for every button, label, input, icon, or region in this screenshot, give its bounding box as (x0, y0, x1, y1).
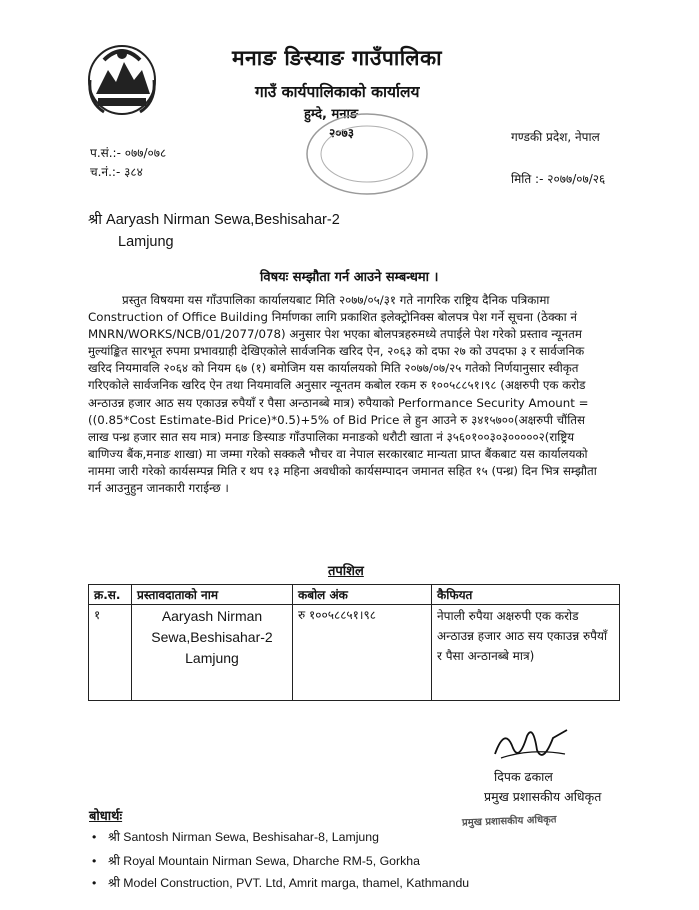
letter-body (88, 292, 600, 497)
signatory-title: प्रमुख प्रशासकीय अधिकृत (484, 789, 602, 804)
cc-item-text: श्री Royal Mountain Nirman Sewa, Dharche RM-5, Gorkha (108, 854, 420, 868)
dispatch-number: च.नं.:- ३८४ (90, 165, 143, 179)
table-row (89, 605, 620, 701)
bullet-icon: • (92, 876, 97, 890)
col-remarks: कैफियत (432, 585, 620, 605)
bullet-icon: • (92, 854, 97, 868)
province-label: गण्डकी प्रदेश, नेपाल (511, 130, 600, 144)
office-location: हुम्दे, मनाङ (304, 107, 359, 122)
cell-sn: १ (89, 605, 132, 701)
office-name: मनाङ ङिस्याङ गाउँपालिका (232, 46, 443, 70)
col-sn: क्र.स. (89, 585, 132, 605)
recipient-district: Lamjung (118, 234, 174, 250)
cc-item (92, 874, 469, 891)
details-title: तपशिल (328, 564, 364, 579)
signatory-name: दिपक ढकाल (494, 769, 553, 784)
cell-bidder-name: Aaryash Nirman Sewa,Beshisahar-2 Lamjung (132, 605, 293, 701)
letter-date: मिति :- २०७७/०७/२६ (511, 172, 606, 186)
bullet-icon: • (92, 830, 97, 844)
table-header-row (89, 585, 620, 605)
nepal-emblem-logo (84, 40, 160, 118)
cc-heading: बोधार्थः (89, 809, 123, 824)
cc-item (92, 852, 420, 869)
reference-number: प.सं.:- ०७७/०७८ (90, 146, 167, 160)
col-bid-amount: कबोल अंक (293, 585, 432, 605)
recipient-name: श्री Aaryash Nirman Sewa,Beshisahar-2 (88, 212, 340, 228)
office-seal-stamp (302, 108, 432, 200)
cc-item (92, 828, 379, 845)
letter-subject: विषयः सम्झौता गर्न आउने सम्बन्धमा । (260, 270, 439, 285)
cell-remarks: नेपाली रुपैया अक्षरुपी एक करोड अन्ठाउन्न हजार आठ सय एकाउन्न रुपैयाँ र पैसा अन्ठानब्बे मात्र) (432, 605, 620, 701)
title-stamp: प्रमुख प्रशासकीय अधिकृत (461, 814, 557, 829)
office-year: २०७३ (329, 126, 354, 140)
office-subtitle: गाउँ कार्यपालिकाको कार्यालय (255, 83, 420, 101)
signature-mark (491, 718, 571, 766)
cc-item-text: श्री Santosh Nirman Sewa, Beshisahar-8, Lamjung (108, 830, 379, 844)
body-paragraph: प्रस्तुत विषयमा यस गाँउपालिका कार्यालयबाट मिति २०७७/०५/३१ गते नागरिक राष्ट्रिय दैनिक पत्रिकामा Construction of Office Building निर्माणका लागि प्रकाशित इलेक्ट्रोनिक्स बोलपत्र पेश गर्ने सूचना (ठेक्का नं MNRN/WORKS/NCB/01/2077/078) अनुसार पेश भएका बोलपत्रहरुमध्ये तपाईले पेश गरेको प्रस्ताव न्यूनतम मुल्यांङ्कित सारभूत रुपमा प्रभावग्राही देखिएकोले सार्वजनिक खरिद ऐन, २०६३ को दफा २७ को उपदफा ३ र सार्वजनिक खरिद नियमावलि २०६४ को नियम ६७ (१) बमोजिम यस कार्यालयको मिति २०७७/०७/२५ गतेको निर्णयानुसार स्वीकृत गरिएकोले सार्वजनिक खरिद ऐन तथा नियमावलि अनुसार न्यूनतम कबोल रकम रु १००५८८५१।९८ (अक्षरुपी एक करोड अन्ठाउन्न हजार आठ सय एकाउन्न रुपैयाँ र पैसा अन्ठानब्बे मात्र) रुपैयाको Performance Security Amount =((0.85*Cost Estimate-Bid Price)*0.5)+5% of Bid Price ले हुन आउने रु ३४१५७००(अक्षरुपी चौंतिस लाख पन्ध्र हजार सात सय मात्र) मनाङ ङिस्याङ गाँउपालिका मनाङको धरौटी खाता नं ३५६०१००३०३०००००२(राष्ट्रिय बाणिज्य बैंक,मनाङ शाखा) मा जम्मा गरेको सक्कलै भौचर वा नेपाल सरकारबाट मान्यता प्राप्त बैंकबाट यस कार्यालयको नाममा जारी गरेको कार्यसम्पन्न मिति र थप १३ महिना अवधीको कार्यसम्पादन जमानत सहित १५ (पन्ध्र) दिन भित्र सम्झौता गर्न आउनुहुन जानकारी गराईन्छ । (88, 293, 597, 496)
col-bidder-name: प्रस्तावदाताको नाम (132, 585, 293, 605)
bidder-table (88, 584, 620, 701)
cc-item-text: श्री Model Construction, PVT. Ltd, Amrit marga, thamel, Kathmandu (108, 876, 470, 890)
cell-bid-amount: रु १००५८८५१।९८ (293, 605, 432, 701)
